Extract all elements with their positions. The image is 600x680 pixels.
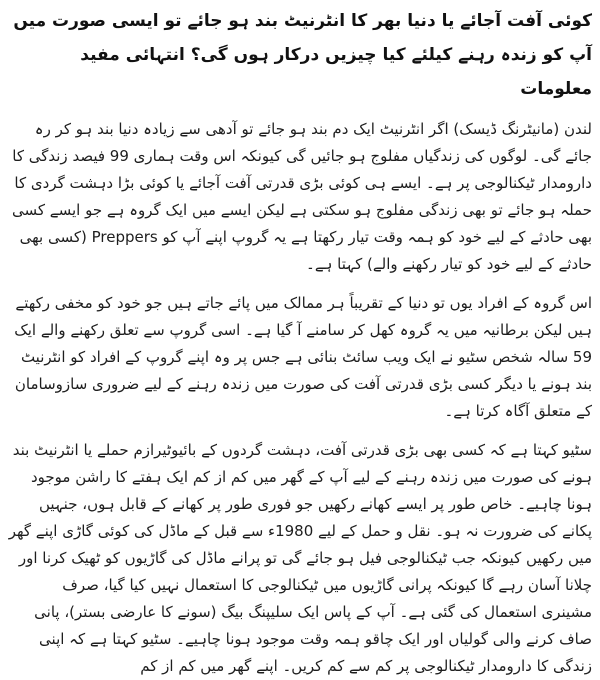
paragraph-intro: لندن (مانیٹرنگ ڈیسک) اگر انٹرنیٹ ایک دم بند ہو جائے تو آدھی سے زیادہ دنیا بند ہو کر رہ جائے گی۔ لوگوں کی زندگیاں مفلوج ہو جائیں گی کیونکہ اس وقت ہماری 99 فیصد زندگی کا دارومدار ٹیکنالوجی پر ہے۔ ایسے ہی کوئی بڑی قدرتی آفت آجائے یا کوئی بڑا دہشت گردی کا حملہ ہو جائے تو بھی زندگی مفلوج ہو سکتی ہے لیکن ایسے میں ایک گروہ ہے جو ایسے کسی بھی حادثے کے لیے خود کو ہمہ وقت تیار رکھتا ہے یہ گروپ اپنے آپ کو Preppers (کسی بھی حادثے کے لیے خود کو تیار رکھنے والے) کہتا ہے۔ [12, 120, 592, 273]
headline-subhead: انتہائی مفید معلومات [80, 45, 592, 99]
paragraph-advice: سٹیو کہتا ہے کہ کسی بھی بڑی قدرتی آفت، دہشت گردوں کے بائیوٹیرازم حملے یا انٹرنیٹ بند ہونے کی صورت میں زندہ رہنے کے لیے آپ کے گھر میں کم از کم ایک ہفتے کا راشن موجود ہونا چاہیے۔ خاص طور پر ایسے کھانے رکھیں جو فوری طور پر کھانے کے قابل ہوں، جنہیں پکانے کی ضرورت نہ ہو۔ نقل و حمل کے لیے 1980ء سے قبل کے ماڈل کی کوئی گاڑی اپنے گھر میں رکھیں کیونکہ جب ٹیکنالوجی فیل ہو جائے گی تو پرانے ماڈل کی گاڑیوں کو ٹھیک کرنا اور چلانا آسان رہے گا کیونکہ پرانی گاڑیوں میں ٹیکنالوجی کا استعمال نہیں کیا گیا، صرف مشینری استعمال کی گئی ہے۔ آپ کے پاس ایک سلیپنگ بیگ (سونے کا عارضی بستر)، پانی صاف کرنے والی گولیاں اور ایک چاقو ہمہ وقت موجود ہونا چاہیے۔ سٹیو کہتا ہے کہ اپنی زندگی کا دارومدار ٹیکنالوجی پر کم سے کم کریں۔ اپنے گھر میں کم از کم [8, 441, 592, 675]
headline-text: کوئی آفت آجائے یا دنیا بھر کا انٹرنیٹ بند ہو جائے تو ایسی صورت میں آپ کو زندہ رہنے کیلئے کیا چیزیں درکار ہوں گی؟ [13, 11, 592, 65]
article-headline [8, 4, 592, 106]
paragraph-group: اس گروہ کے افراد یوں تو دنیا کے تقریباً ہر ممالک میں پائے جاتے ہیں جو خود کو مخفی رکھتے ہیں لیکن برطانیہ میں یہ گروہ کھل کر سامنے آ گیا ہے۔ اسی گروپ سے تعلق رکھنے والے ایک 59 سالہ شخص سٹیو نے ایک ویب سائٹ بنائی ہے جس پر وہ اپنے گروپ کے افراد کو انٹرنیٹ بند ہونے یا دیگر کسی بڑی قدرتی آفت کی صورت میں زندہ رہنے کے لیے ضروری سازوسامان کے متعلق آگاہ کرتا ہے۔ [14, 294, 592, 420]
